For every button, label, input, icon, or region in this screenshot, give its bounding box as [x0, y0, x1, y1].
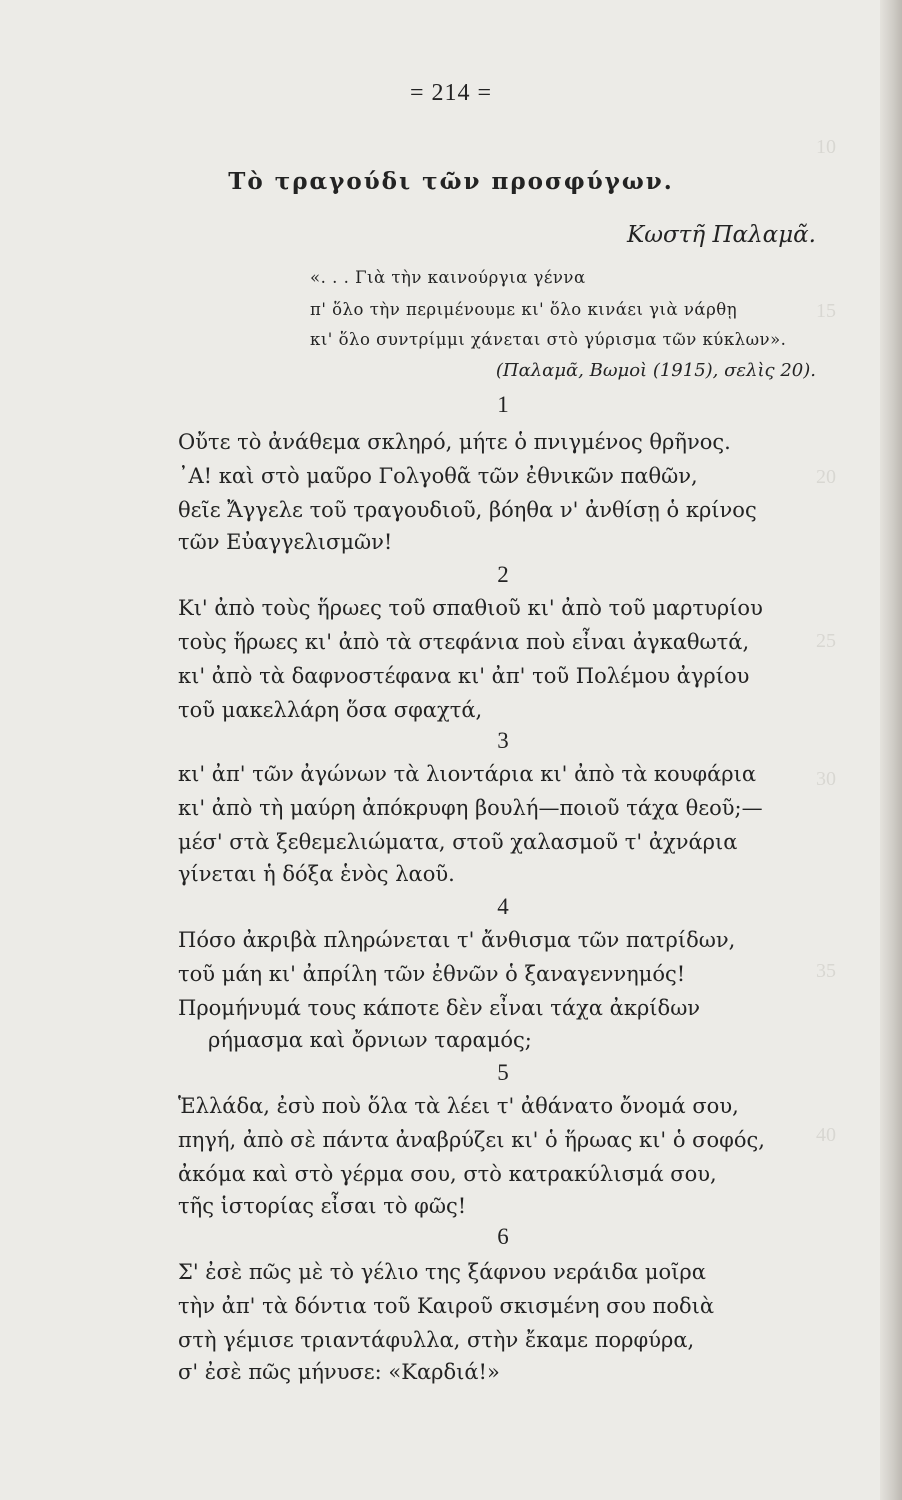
verse-line: ἀκόμα καὶ στὸ γέρμα σου, στὸ κατρακύλισμά σου, — [178, 1162, 717, 1186]
bleed-number: 20 — [816, 466, 836, 488]
stanza-number: 2 — [497, 562, 509, 587]
verse-line: Ἑλλάδα, ἐσὺ ποὺ ὅλα τὰ λέει τ' ἀθάνατο ὄνομά σου, — [178, 1094, 739, 1118]
verse-line: Προμήνυμά τους κάποτε δὲν εἶναι τάχα ἀκρίδων — [178, 996, 701, 1020]
verse-line: τοῦ μακελλάρη ὅσα σφαχτά, — [178, 698, 483, 722]
verse-line: πηγή, ἀπὸ σὲ πάντα ἀναβρύζει κι' ὁ ἥρωας κι' ὁ σοφός, — [178, 1128, 765, 1152]
poem-author: Κωστῆ Παλαμᾶ. — [627, 222, 816, 248]
verse-line: ρήμασμα καὶ ὄρνιων ταραμός; — [208, 1028, 532, 1052]
verse-line: κι' ἀπ' τῶν ἀγώνων τὰ λιοντάρια κι' ἀπὸ τὰ κουφάρια — [178, 762, 757, 786]
stanza-number: 1 — [497, 392, 509, 417]
verse-line: Οὔτε τὸ ἀνάθεμα σκληρό, μήτε ὁ πνιγμένος θρῆνος. — [178, 430, 731, 454]
verse-line: Πόσο ἀκριβὰ πληρώνεται τ' ἄνθισμα τῶν πατρίδων, — [178, 928, 736, 952]
stanza-number: 6 — [497, 1224, 509, 1249]
verse-line: τοῦ μάη κι' ἀπρίλη τῶν ἐθνῶν ὁ ξαναγεννημός! — [178, 962, 686, 986]
bleed-number: 30 — [816, 768, 836, 790]
verse-line: κι' ἀπὸ τὴ μαύρη ἀπόκρυφη βουλή—ποιοῦ τάχα θεοῦ;— — [178, 796, 763, 820]
verse-line: τοὺς ἥρωες κι' ἀπὸ τὰ στεφάνια ποὺ εἶναι ἀγκαθωτά, — [178, 630, 750, 654]
bleed-number: 25 — [816, 630, 836, 652]
verse-line: Σ' ἐσὲ πῶς μὲ τὸ γέλιο της ξάφνου νεράιδα μοῖρα — [178, 1260, 706, 1284]
verse-line: τῶν Εὐαγγελισμῶν! — [178, 530, 393, 554]
verse-line: γίνεται ἡ δόξα ἑνὸς λαοῦ. — [178, 862, 455, 886]
bleed-number: 40 — [816, 1124, 836, 1146]
stanza-number: 5 — [497, 1060, 509, 1085]
bleed-number: 10 — [816, 136, 836, 158]
bleed-number: 15 — [816, 300, 836, 322]
epigraph-line: κι' ὅλο συντρίμμι χάνεται στὸ γύρισμα τῶν κύκλων». — [310, 330, 787, 349]
verse-line: Κι' ἀπὸ τοὺς ἥρωες τοῦ σπαθιοῦ κι' ἀπὸ τοῦ μαρτυρίου — [178, 596, 763, 620]
verse-line: μέσ' στὰ ξεθεμελιώματα, στοῦ χαλασμοῦ τ' ἀχνάρια — [178, 830, 738, 854]
verse-line: ᾿Α! καὶ στὸ μαῦρο Γολγοθᾶ τῶν ἐθνικῶν παθῶν, — [178, 464, 698, 488]
verse-line: κι' ἀπὸ τὰ δαφνοστέφανα κι' ἀπ' τοῦ Πολέμου ἀγρίου — [178, 664, 750, 688]
stanza-number: 3 — [497, 728, 509, 753]
poem-title: Τὸ τραγούδι τῶν προσφύγων. — [228, 168, 674, 195]
page-number: = 214 = — [409, 80, 493, 106]
verse-line: σ' ἐσὲ πῶς μήνυσε: «Καρδιά!» — [178, 1360, 500, 1384]
epigraph-line: «. . . Γιὰ τὴν καινούργια γέννα — [310, 268, 586, 287]
verse-line: τῆς ἱστορίας εἶσαι τὸ φῶς! — [178, 1194, 467, 1218]
epigraph-source: (Παλαμᾶ, Βωμοὶ (1915), σελὶς 20). — [495, 360, 816, 381]
verse-line: στὴ γέμισε τριαντάφυλλα, στὴν ἔκαμε πορφύρα, — [178, 1328, 695, 1352]
stanza-number: 4 — [497, 894, 509, 919]
verse-line: τὴν ἀπ' τὰ δόντια τοῦ Καιροῦ σκισμένη σου ποδιὰ — [178, 1294, 715, 1318]
epigraph-line: π' ὅλο τὴν περιμένουμε κι' ὅλο κινάει γιὰ νάρθῃ — [310, 300, 738, 319]
bleed-number: 35 — [816, 960, 836, 982]
verse-line: θεῖε Ἄγγελε τοῦ τραγουδιοῦ, βόηθα ν' ἀνθίσῃ ὁ κρίνος — [178, 498, 757, 522]
